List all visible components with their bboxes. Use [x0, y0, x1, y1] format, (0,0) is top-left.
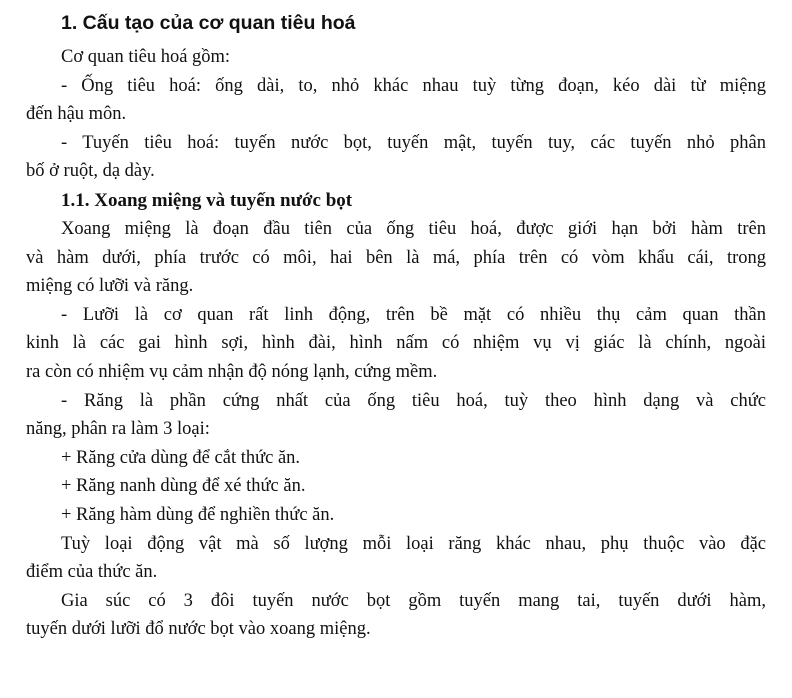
section-title: 1. Cấu tạo của cơ quan tiêu hoá — [61, 12, 356, 34]
paragraph-line: ra còn có nhiệm vụ cảm nhận độ nóng lạnh, cứng mềm. — [26, 361, 438, 382]
paragraph-line: năng, phân ra làm 3 loại: — [26, 419, 210, 440]
paragraph-line: - Ống tiêu hoá: ống dài, to, nhỏ khác nhau tuỳ từng đoạn, kéo dài từ miệng — [61, 75, 766, 96]
paragraph-line: Gia súc có 3 đôi tuyến nước bọt gồm tuyến mang tai, tuyến dưới hàm, — [61, 590, 766, 611]
list-item-rang-ham: + Răng hàm dùng để nghiền thức ăn. — [61, 504, 335, 525]
subsection-title: 1.1. Xoang miệng và tuyến nước bọt — [61, 189, 353, 211]
intro-paragraph: Cơ quan tiêu hoá gồm: — [61, 47, 231, 67]
paragraph-line: Tuỳ loại động vật mà số lượng mỗi loại răng khác nhau, phụ thuộc vào đặc — [61, 533, 766, 554]
paragraph-line: tuyến dưới lưỡi đổ nước bọt vào xoang miệng. — [26, 619, 371, 640]
paragraph-tuyen-tieu-hoa — [26, 129, 766, 186]
paragraph-line: miệng có lưỡi và răng. — [26, 276, 194, 297]
paragraph-line: - Lưỡi là cơ quan rất linh động, trên bề mặt có nhiều thụ cảm quan thần — [61, 304, 766, 325]
list-item-rang-nanh: + Răng nanh dùng để xé thức ăn. — [61, 476, 306, 497]
paragraph-tuy-loai — [26, 530, 766, 587]
paragraph-line: - Tuyến tiêu hoá: tuyến nước bọt, tuyến mật, tuyến tuy, các tuyến nhỏ phân — [61, 132, 766, 153]
paragraph-line: kinh là các gai hình sợi, hình đài, hình nấm có nhiệm vụ vị giác là chính, ngoài — [26, 333, 766, 354]
paragraph-luoi — [26, 301, 766, 387]
paragraph-line: đến hậu môn. — [26, 104, 127, 125]
paragraph-line: bố ở ruột, dạ dày. — [26, 161, 155, 182]
paragraph-gia-suc — [26, 587, 766, 644]
document-page — [26, 10, 766, 644]
paragraph-xoang-mieng — [26, 215, 766, 301]
paragraph-rang — [26, 387, 766, 444]
paragraph-line: và hàm dưới, phía trước có môi, hai bên là má, phía trên có vòm khẩu cái, trong — [26, 247, 766, 268]
paragraph-line: điểm của thức ăn. — [26, 562, 158, 583]
paragraph-line: Xoang miệng là đoạn đầu tiên của ống tiêu hoá, được giới hạn bởi hàm trên — [61, 218, 766, 239]
paragraph-line: - Răng là phần cứng nhất của ống tiêu hoá, tuỳ theo hình dạng và chức — [61, 390, 766, 411]
list-item-rang-cua: + Răng cửa dùng để cắt thức ăn. — [61, 447, 301, 468]
paragraph-ong-tieu-hoa — [26, 72, 766, 129]
